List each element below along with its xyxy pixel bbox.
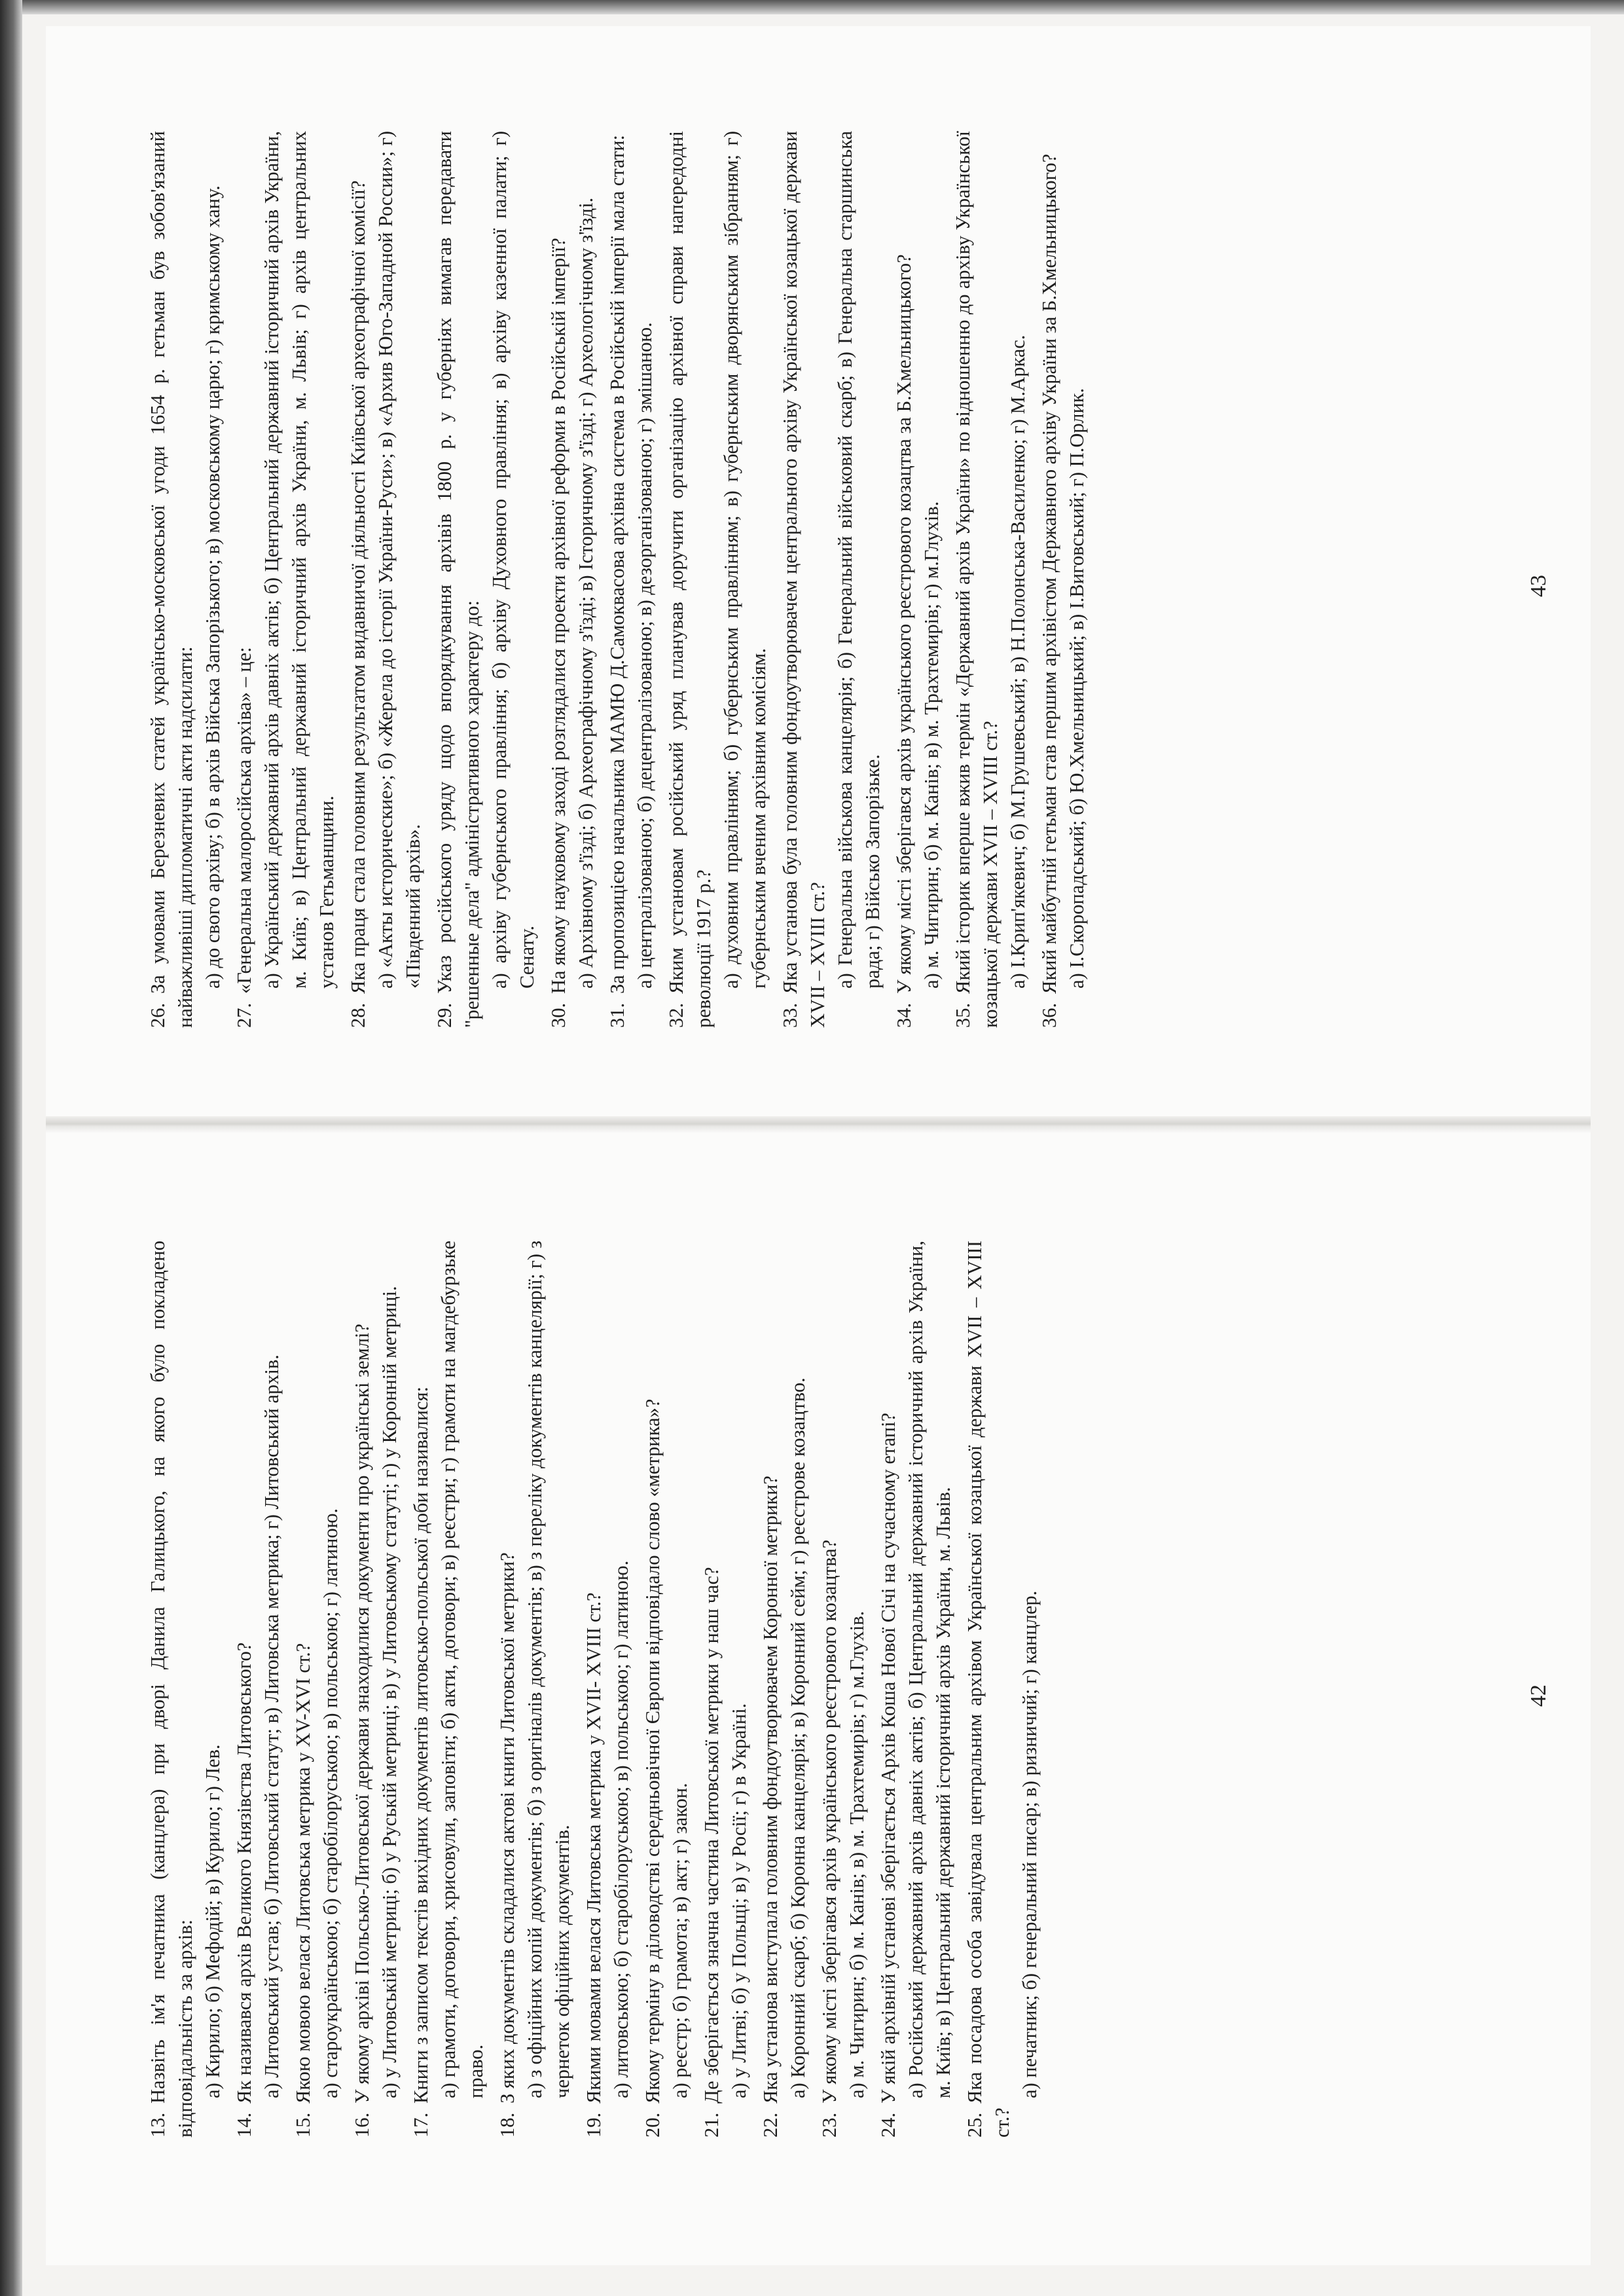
question-text: На якому науковому заході розглядалися проекти архівної реформи в Російській імперії?	[547, 238, 569, 994]
question-number: 29.	[433, 1002, 456, 1028]
question-number: 14.	[233, 2112, 255, 2138]
answer-options: а) м. Чигирин; б) м. Канів; в) м. Трахтемирів; г) м.Глухів.	[920, 501, 943, 989]
left-page-area	[46, 1156, 1591, 2236]
question-number: 24.	[877, 2112, 899, 2138]
page-number: 43	[1526, 575, 1551, 597]
question-item	[545, 131, 600, 1028]
answer-options: а) Коронний скарб; б) Коронна канцелярія; в) Коронний сейм; г) реєстрове козацтво.	[787, 1377, 809, 2098]
answer-options: а) Український державний архів давніх актів; б) Центральний державний історичний архів України, м. Київ; в) Центральний державний історичний архів України, м. Львів; г) архів центральних установ Гетьманщини.	[261, 131, 338, 989]
question-text: Як називався архів Великого Князівства Литовського?	[233, 1642, 255, 2104]
answer-options: а) І.Крип'якевич; б) М.Грушевський; в) Н.Полонська-Василенко; г) М.Аркас.	[1007, 335, 1029, 989]
page-number: 42	[1526, 1685, 1551, 1707]
question-text: Який історик вперше вжив термін «Державний архів України» по відношенню до архіву Української козацької держави XVII – XVIII ст.?	[952, 131, 1001, 1028]
question-number: 31.	[606, 1002, 628, 1028]
question-number: 13.	[147, 2112, 169, 2138]
question-number: 30.	[547, 1002, 569, 1028]
question-number: 18.	[496, 2112, 518, 2138]
answer-options: а) з офіційних копій документів; б) з оригіналів документів; в) з переліку документів канцелярії; г) з чернеток офіційних документів.	[524, 1241, 573, 2098]
answer-options: а) І.Скоропадський; б) Ю.Хмельницький; в) І.Виговський; г) П.Орлик.	[1066, 388, 1088, 989]
question-item	[348, 1241, 403, 2138]
question-number: 15.	[292, 2112, 314, 2138]
question-number: 27.	[233, 1002, 255, 1028]
answer-options: а) Литовський устав; б) Литовський статут; в) Литовська метрика; г) Литовський архів.	[261, 1354, 283, 2098]
question-item	[662, 131, 772, 1028]
question-item	[875, 1241, 957, 2138]
answer-options: а) духовним правлінням; б) губернським правлінням; в) губернським дворянським зібранням; г) губернським вченим архівним комісіям.	[720, 131, 770, 989]
answer-options: а) у Литовській метриці; б) у Руській метриці; в) у Литовському статуті; г) у Коронній метриці.	[378, 1286, 401, 2098]
answer-options: а) м. Чигирин; б) м. Канів; в) м. Трахтемирів; г) м.Глухів.	[846, 1611, 868, 2098]
scan-edge-left	[0, 0, 22, 2296]
question-text: За пропозицією начальника МАМЮ Д.Самоквасова архівна система в Російській імперії мала стати:	[606, 134, 628, 994]
question-number: 19.	[583, 2112, 605, 2138]
question-item	[776, 131, 886, 1028]
right-page-area	[46, 46, 1591, 1126]
answer-options: а) печатник; б) генеральний писар; в) ризничий; г) канцлер.	[1019, 1590, 1041, 2098]
question-text: У якому місті зберігався архів українського реєстрового козацтва?	[818, 1539, 840, 2104]
answer-options: а) Російський державний архів давніх актів; б) Центральний державний історичний архів України, м. Київ; в) Центральний державний історичний архів України, м. Львів.	[905, 1241, 954, 2098]
question-item	[816, 1241, 871, 2138]
question-item	[344, 131, 427, 1028]
question-item	[639, 1241, 694, 2138]
question-text: За умовами Березневих статей українсько-московської угоди 1654 р. гетьман був зобов'язаний найважливіші дипломатичні акти надсилати:	[147, 131, 196, 1028]
question-text: Де зберігається значна частина Литовської метрики у наш час?	[700, 1567, 723, 2104]
right-page	[46, 46, 1591, 1126]
question-text: Указ російського уряду щодо впорядкування архівів 1800 р. у губерніях вимагав передавати "решенные дела" адміністративного характеру до:	[433, 131, 483, 1028]
question-number: 17.	[410, 2112, 432, 2138]
question-item	[494, 1241, 576, 2138]
question-item	[949, 131, 1032, 1028]
question-number: 34.	[893, 1002, 915, 1028]
answer-options: а) литовською; б) старобілоруською; в) польською; г) латиною.	[610, 1560, 632, 2098]
answer-options: а) у Литві; б) у Польщі; в) у Росії; г) в Україні.	[728, 1703, 750, 2098]
question-text: У якому місті зберігався архів українського реєстрового козацтва за Б.Хмельницького?	[893, 254, 915, 994]
question-text: Який майбутній гетьман став першим архівістом Державного архіву України за Б.Хмельницького?	[1038, 153, 1060, 994]
answer-options: а) реєстр; б) грамота; в) акт; г) закон.	[669, 1783, 691, 2098]
answer-options: а) Архівному з'їзді; б) Археографічному з'їзді; в) Історичному з'їзді; г) Археологічному з'їзді.	[575, 197, 597, 989]
question-number: 32.	[665, 1002, 687, 1028]
question-item	[890, 131, 945, 1028]
answer-options: а) староукраїнською; б) старобілоруською; в) польською; г) латиною.	[319, 1508, 342, 2098]
question-number: 21.	[700, 2112, 723, 2138]
question-item	[604, 131, 659, 1028]
left-question-list	[144, 1241, 1043, 2138]
question-number: 23.	[818, 2112, 840, 2138]
question-text: Яка установа була головним фондоутворювачем центрального архіву Української козацької держави XVII – XVIII ст.?	[779, 131, 829, 1028]
question-text: Яка установа виступала головним фондоутворювачем Коронної метрики?	[759, 1475, 782, 2104]
question-item	[144, 131, 226, 1028]
question-item	[144, 1241, 226, 2138]
answer-options: а) грамоти, договори, хрисовули, заповіти; б) акти, договори; в) реєстри; г) грамоти на магдебурзьке право.	[437, 1241, 487, 2098]
question-number: 35.	[952, 1002, 974, 1028]
question-text: З яких документів складалися актові книги Литовської метрики?	[496, 1552, 518, 2104]
question-number: 33.	[779, 1002, 801, 1028]
answer-options: а) Генеральна військова канцелярія; б) Генеральний військовий скарб; в) Генеральна старшинська рада; г) Військо Запорізьке.	[834, 131, 884, 989]
question-item	[1036, 131, 1091, 1028]
question-item	[757, 1241, 812, 2138]
question-text: Книги з записом текстів вихідних документів литовсько-польської доби називалися:	[410, 1386, 432, 2104]
answer-options: а) до свого архіву; б) в архів Війська Запорізького; в) московському царю; г) кримському хану.	[202, 185, 224, 989]
answer-options: а) централізованою; б) децентралізованою; в) дезорганізованою; г) змішаною.	[634, 322, 656, 989]
question-text: У якому архіві Польсько-Литовської держави знаходилися документи про українські землі?	[351, 1323, 373, 2104]
question-number: 20.	[641, 2112, 664, 2138]
answer-options: а) Кирило; б) Мефодій; в) Курило; г) Лев.	[202, 1744, 224, 2098]
question-text: Якою мовою велася Литовська метрика у XV-XVI ст.?	[292, 1643, 314, 2104]
scan-edge-top	[0, 0, 1624, 14]
question-item	[230, 1241, 285, 2138]
question-number: 28.	[347, 1002, 369, 1028]
question-item	[407, 1241, 490, 2138]
question-text: Яка праця стала головним результатом видавничої діяльності Київської археографічної комісії?	[347, 180, 369, 994]
question-text: Якому терміну в діловодстві середньовічної Європи відповідало слово «метрика»?	[641, 1398, 664, 2104]
question-number: 22.	[759, 2112, 782, 2138]
question-item	[289, 1241, 344, 2138]
question-number: 25.	[964, 2112, 986, 2138]
question-number: 16.	[351, 2112, 373, 2138]
question-number: 26.	[147, 1002, 169, 1028]
question-text: Назвіть ім'я печатника (канцлера) при дворі Данила Галицького, на якого було покладено відповідальність за архів:	[147, 1241, 196, 2138]
answer-options: а) архіву губернського правління; б) архіву Духовного правління; в) архіву казенної палати; г) Сенату.	[488, 131, 538, 989]
right-question-list	[144, 131, 1091, 1028]
question-number: 36.	[1038, 1002, 1060, 1028]
left-page	[46, 1156, 1591, 2236]
question-item	[580, 1241, 635, 2138]
question-text: Яка посадова особа завідувала центральним архівом Української козацької держави XVII – XVIII ст.?	[964, 1241, 1013, 2138]
answer-options: а) «Акты исторические»; б) «Жерела до історії України-Руси»; в) «Архив Юго-Западной России»; г) «Південний архів».	[374, 131, 424, 989]
question-item	[230, 131, 340, 1028]
question-text: Яким установам російський уряд планував доручити організацію архівної справи напередодні революції 1917 р.?	[665, 131, 715, 1028]
question-item	[698, 1241, 753, 2138]
question-text: У якій архівній установі зберігається Архів Коша Нової Січі на сучасному етапі?	[877, 1412, 899, 2104]
question-text: Якими мовами велася Литовська метрика у XVII- XVIII ст.?	[583, 1592, 605, 2104]
question-text: «Генеральна малоросійська архіва» – це:	[233, 647, 255, 994]
question-item	[961, 1241, 1043, 2138]
question-item	[431, 131, 541, 1028]
